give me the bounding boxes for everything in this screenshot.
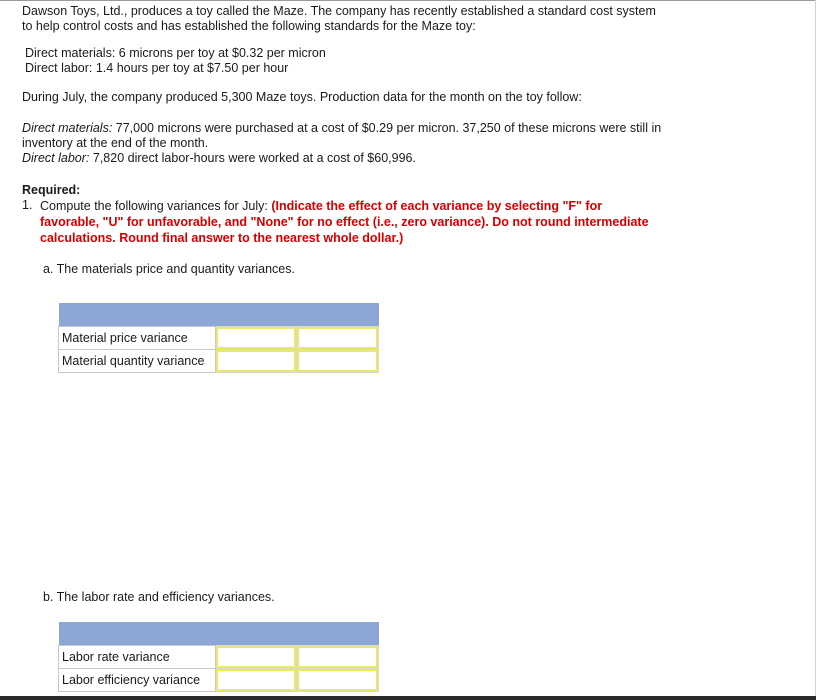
required-item-number: 1. (22, 198, 33, 212)
labor-efficiency-variance-amount-input[interactable] (216, 669, 297, 691)
top-border (0, 0, 816, 1)
labor-data (22, 151, 662, 166)
labor-rate-variance-label: Labor rate variance (59, 646, 216, 669)
materials-variance-table (58, 303, 379, 373)
part-b-label: b. The labor rate and efficiency variances. (43, 590, 275, 604)
labor-data-text: 7,820 direct labor-hours were worked at a cost of $60,996. (89, 151, 416, 165)
required-item-body (40, 198, 662, 246)
required-instructions: (Indicate the effect of each variance by selecting "F" for favorable, "U" for unfavorable, and "None" for no effect (i.e., zero variance). Do not round intermediate calculations. Round final answer to the nearest whole dollar.) (40, 199, 649, 245)
problem-content (22, 4, 662, 277)
table-row (59, 669, 379, 692)
labor-variance-table (58, 622, 379, 692)
bottom-border (0, 696, 816, 700)
table-row (59, 350, 379, 373)
labor-rate-variance-amount-input[interactable] (216, 646, 297, 668)
production-text: During July, the company produced 5,300 Maze toys. Production data for the month on the toy follow: (22, 90, 582, 104)
standard-labor: Direct labor: 1.4 hours per toy at $7.50 per hour (25, 61, 289, 75)
standard-materials: Direct materials: 6 microns per toy at $0.32 per micron (25, 46, 326, 60)
required-list (22, 198, 662, 246)
problem-intro: Dawson Toys, Ltd., produces a toy called the Maze. The company has recently established a standard cost system to help control costs and has established the following standards for the Maze toy: (22, 4, 656, 33)
material-price-variance-label: Material price variance (59, 327, 216, 350)
table-header (59, 303, 379, 327)
required-item-text: Compute the following variances for July: (40, 199, 272, 213)
table-header (59, 622, 379, 646)
material-quantity-variance-label: Material quantity variance (59, 350, 216, 373)
table-row (59, 327, 379, 350)
table-header-cell (59, 303, 379, 327)
materials-data-text: 77,000 microns were purchased at a cost of $0.29 per micron. 37,250 of these microns were still in inventory at the end of the month. (22, 121, 662, 150)
part-a-label: a. The materials price and quantity variances. (43, 262, 295, 276)
materials-data (22, 121, 662, 151)
labor-efficiency-variance-label: Labor efficiency variance (59, 669, 216, 692)
material-price-variance-amount-input[interactable] (216, 327, 297, 349)
table-row (59, 646, 379, 669)
table-header-cell (59, 622, 379, 646)
materials-data-label: Direct materials: (22, 121, 113, 135)
material-price-variance-effect-input[interactable] (297, 327, 378, 349)
material-quantity-variance-effect-input[interactable] (297, 350, 378, 372)
production-data (22, 121, 662, 166)
required-item (22, 198, 662, 246)
labor-data-label: Direct labor: (22, 151, 90, 165)
required-heading: Required: (22, 183, 81, 197)
material-quantity-variance-amount-input[interactable] (216, 350, 297, 372)
labor-efficiency-variance-effect-input[interactable] (297, 669, 378, 691)
standards-list (25, 46, 662, 76)
labor-rate-variance-effect-input[interactable] (297, 646, 378, 668)
